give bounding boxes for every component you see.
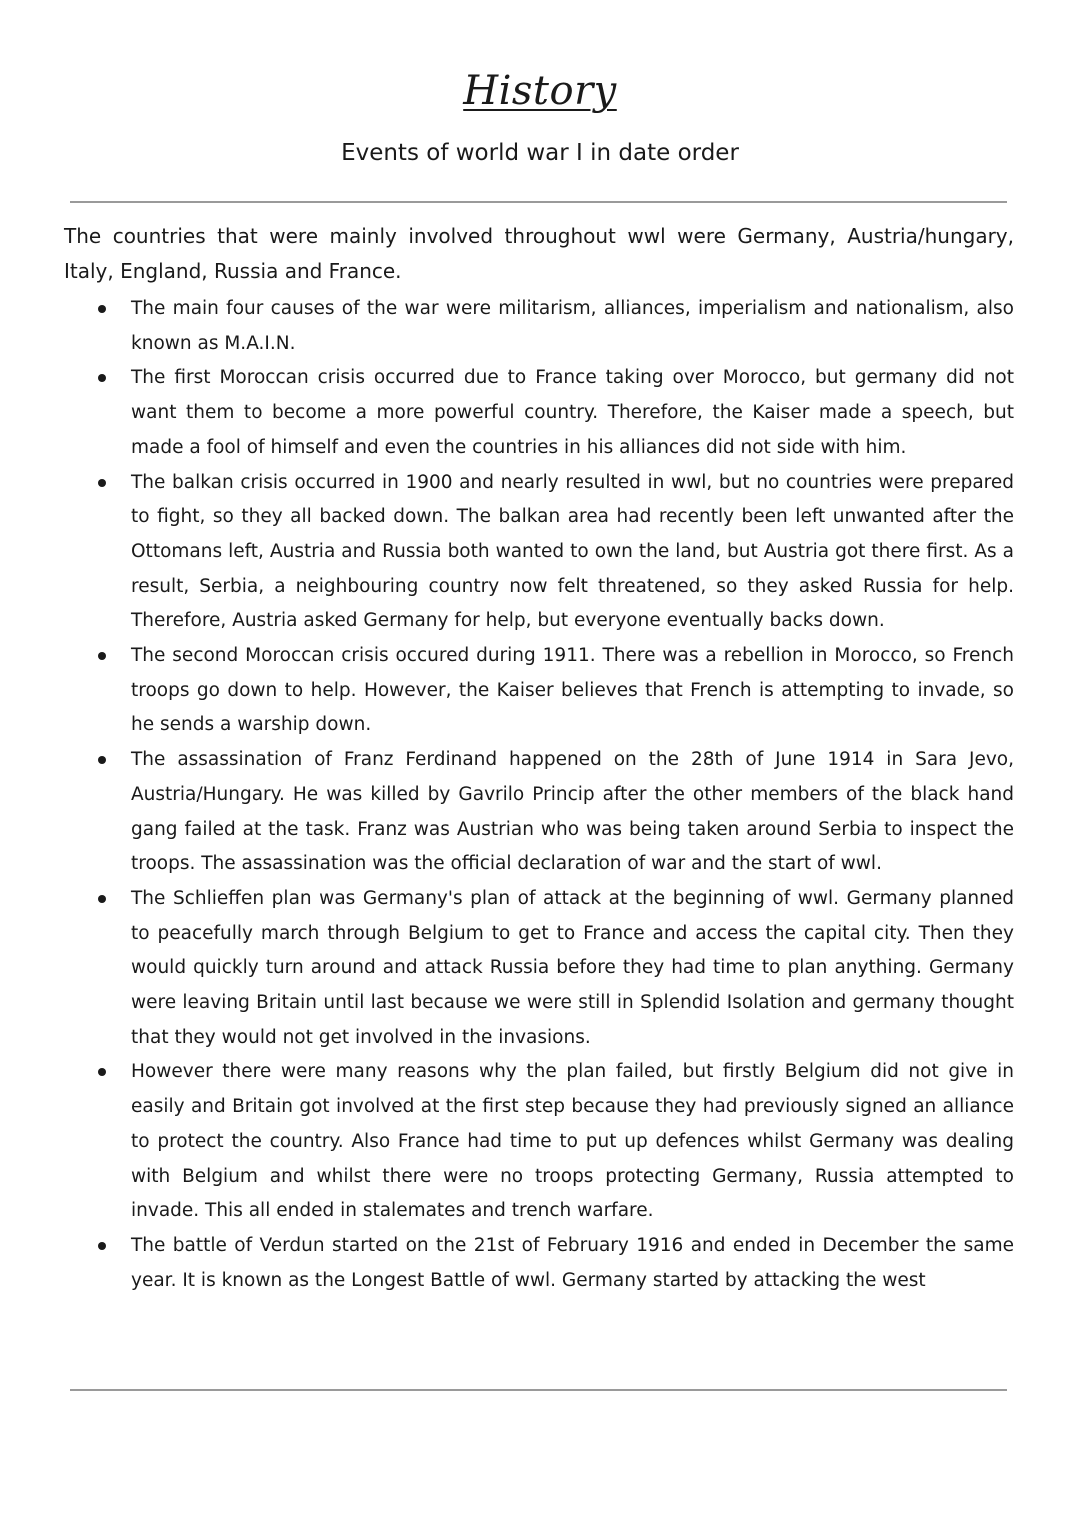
page-subtitle: Events of world war I in date order	[341, 140, 739, 166]
intro-paragraph: The countries that were mainly involved throughout wwl were Germany, Austria/hungary, Italy, England, Russia and France.	[64, 224, 1014, 283]
bullet-text: The Schlieffen plan was Germany's plan of attack at the beginning of wwl. Germany planned to peacefully march through Belgium to get to France and access the capital city. Then they would quickly turn around and attack Russia before they had time to plan anything. Germany were leaving Britain until last because we were still in Splendid Isolation and germany thought that they would not get involved in the invasions.	[131, 887, 1014, 1048]
bullet-text: The second Moroccan crisis occured during 1911. There was a rebellion in Morocco, so French troops go down to help. However, the Kaiser believes that French is attempting to invade, so he sends a warship down.	[131, 645, 1014, 736]
bullet-dot-icon	[98, 1068, 106, 1076]
bullet-text: The balkan crisis occurred in 1900 and nearly resulted in wwl, but no countries were prepared to fight, so they all backed down. The balkan area had recently been left unwanted after the Ottomans left, Austria and Russia both wanted to own the land, but Austria got there first. As a result, Serbia, a neighbouring country now felt threatened, so they asked Russia for help. Therefore, Austria asked Germany for help, but everyone eventually backs down.	[131, 471, 1014, 632]
top-divider	[70, 201, 1007, 203]
page-title: History	[463, 68, 617, 114]
bullet-dot-icon	[98, 756, 106, 764]
bottom-divider	[70, 1389, 1007, 1391]
bullet-item	[98, 361, 1014, 465]
bullet-text: The battle of Verdun started on the 21st of February 1916 and ended in December the same year. It is known as the Longest Battle of wwl. Germany started by attacking the west	[131, 1234, 1014, 1291]
bullet-dot-icon	[98, 479, 106, 487]
bullet-dot-icon	[98, 652, 106, 660]
bullet-dot-icon	[98, 305, 106, 313]
bullet-dot-icon	[98, 1242, 106, 1250]
bullet-text: The first Moroccan crisis occurred due to France taking over Morocco, but germany did not want them to become a more powerful country. Therefore, the Kaiser made a speech, but made a fool of himself and even the countries in his alliances did not side with him.	[131, 367, 1014, 458]
bullet-list	[98, 292, 1014, 1298]
bullet-item	[98, 1229, 1014, 1298]
bullet-dot-icon	[98, 895, 106, 903]
bullet-dot-icon	[98, 374, 106, 382]
bullet-item	[98, 292, 1014, 361]
bullet-text: The assassination of Franz Ferdinand happened on the 28th of June 1914 in Sara Jevo, Austria/Hungary. He was killed by Gavrilo Princip after the other members of the black hand gang failed at the task. Franz was Austrian who was being taken around Serbia to inspect the troops. The assassination was the official declaration of war and the start of wwl.	[131, 749, 1014, 875]
bullet-item	[98, 882, 1014, 1056]
bullet-item	[98, 466, 1014, 640]
bullet-text: However there were many reasons why the plan failed, but firstly Belgium did not give in easily and Britain got involved at the first step because they had previously signed an alliance to protect the country. Also France had time to put up defences whilst Germany was dealing with Belgium and whilst there were no troops protecting Germany, Russia attempted to invade. This all ended in stalemates and trench warfare.	[131, 1061, 1014, 1222]
bullet-item	[98, 1055, 1014, 1229]
bullet-item	[98, 639, 1014, 743]
bullet-text: The main four causes of the war were militarism, alliances, imperialism and nationalism, also known as M.A.I.N.	[131, 298, 1014, 354]
bullet-item	[98, 743, 1014, 882]
